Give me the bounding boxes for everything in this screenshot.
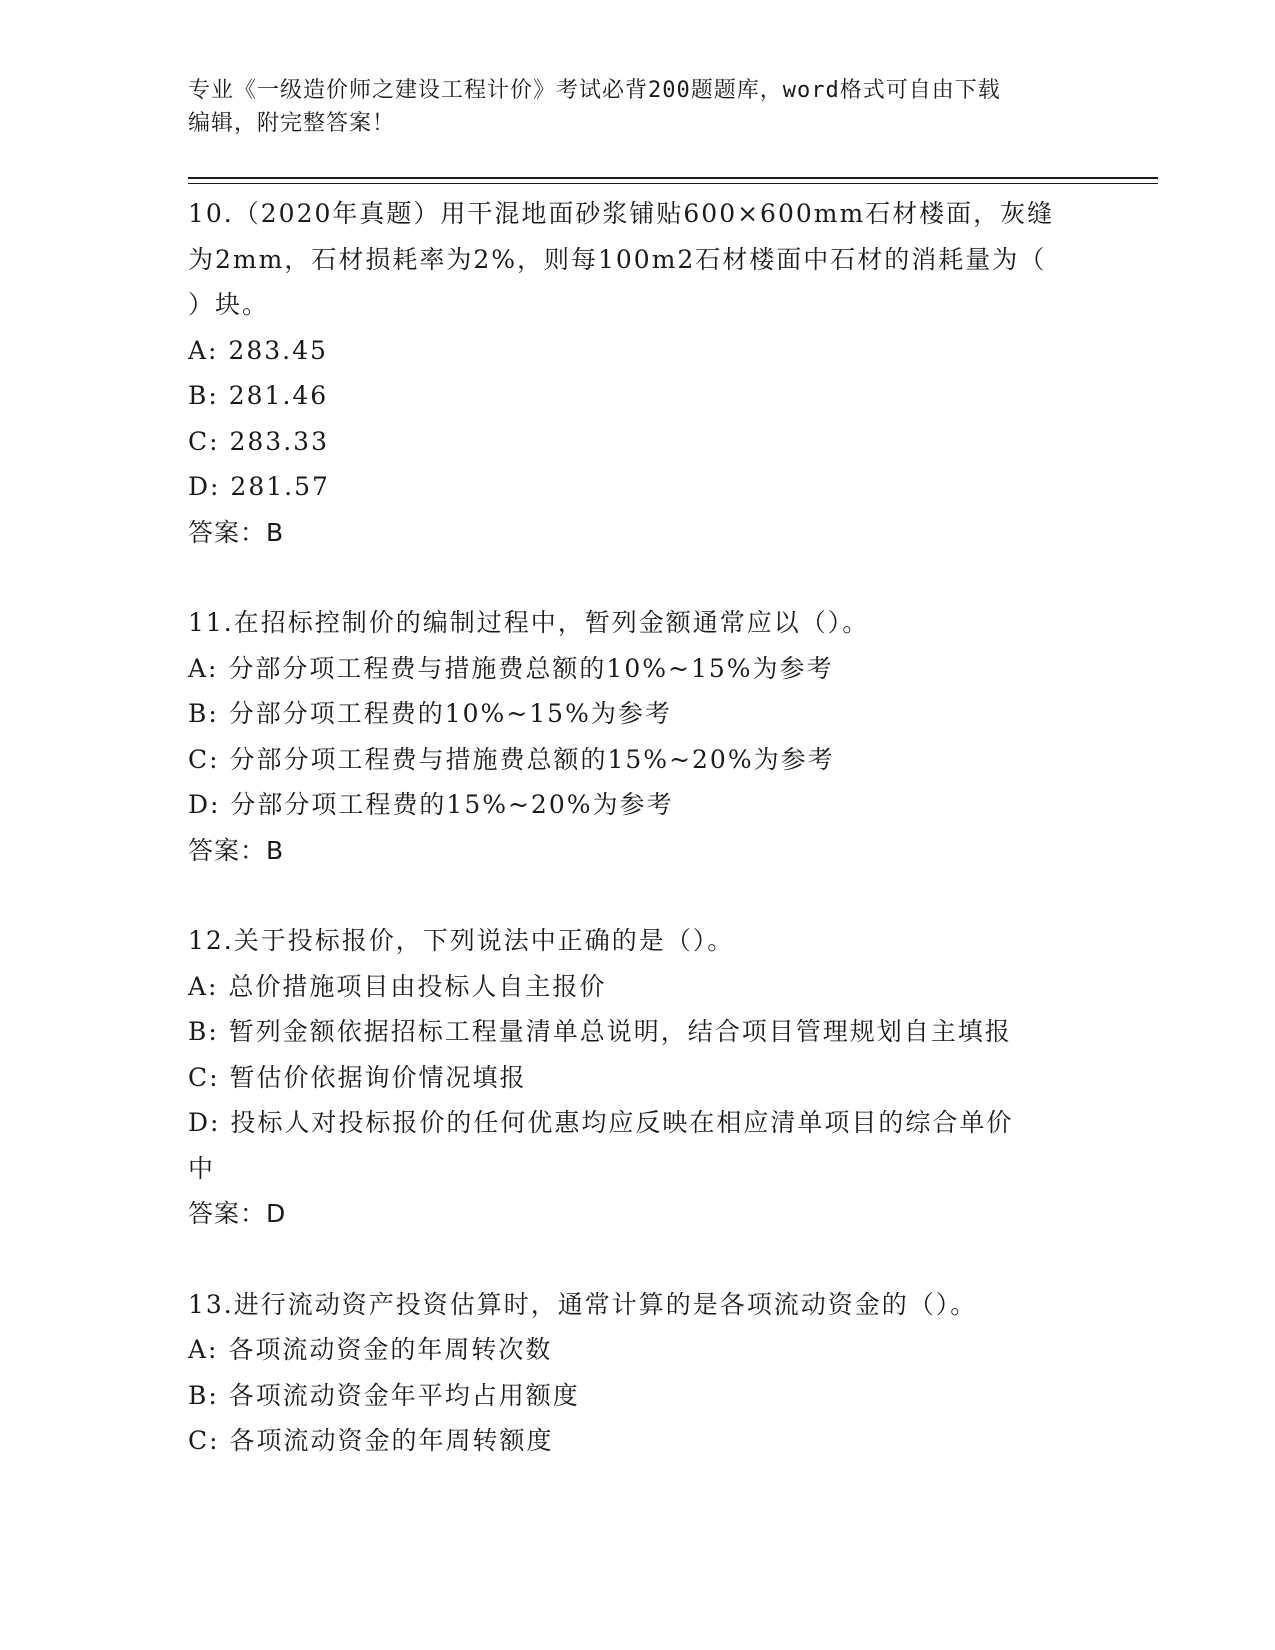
- question-10: [188, 191, 1088, 555]
- option-a: A: 分部分项工程费与措施费总额的10%~15%为参考: [188, 653, 834, 683]
- option-a: A: 总价措施项目由投标人自主报价: [188, 971, 607, 1001]
- question-stem: [188, 600, 1088, 646]
- stem-line: 10.（2020年真题）用干混地面砂浆铺贴600×600mm石材楼面，灰缝: [188, 199, 1055, 228]
- option-d-continuation: 中: [188, 1153, 216, 1183]
- option-b: B: 分部分项工程费的10%~15%为参考: [188, 699, 672, 728]
- option-b: B: 暂列金额依据招标工程量清单总说明，结合项目管理规划自主填报: [188, 1017, 1012, 1046]
- stem-line: 11.在招标控制价的编制过程中，暂列金额通常应以（）。: [188, 608, 870, 637]
- header-rule-thin: [188, 183, 1158, 184]
- option-c: C: 暂估价依据询价情况填报: [188, 1062, 527, 1092]
- option-c: C: 各项流动资金的年周转额度: [188, 1426, 554, 1455]
- answer-line: 答案：B: [188, 835, 285, 865]
- header-line-2: 编辑，附完整答案！: [188, 111, 396, 136]
- answer-line: 答案：D: [188, 1199, 287, 1228]
- question-12: [188, 918, 1088, 1237]
- question-spacer: [188, 873, 1088, 918]
- question-list: [188, 191, 1088, 1464]
- question-stem: [188, 1282, 1088, 1328]
- option-c: C: 283.33: [188, 426, 329, 456]
- question-stem: [188, 191, 1088, 328]
- answer-line: 答案：B: [188, 517, 285, 547]
- document-header: [188, 74, 1088, 140]
- option-a: A: 各项流动资金的年周转次数: [188, 1335, 553, 1364]
- question-spacer: [188, 555, 1088, 600]
- stem-line: 为2mm，石材损耗率为2%，则每100m2石材楼面中石材的消耗量为（: [188, 244, 1047, 274]
- option-d: D: 分部分项工程费的15%~20%为参考: [188, 790, 674, 819]
- option-c: C: 分部分项工程费与措施费总额的15%~20%为参考: [188, 744, 835, 774]
- option-b: B: 281.46: [188, 381, 329, 410]
- question-spacer: [188, 1237, 1088, 1282]
- option-d: D: 281.57: [188, 472, 330, 501]
- stem-line: 13.进行流动资产投资估算时，通常计算的是各项流动资金的（）。: [188, 1289, 978, 1319]
- option-d: D: 投标人对投标报价的任何优惠均应反映在相应清单项目的综合单价: [188, 1108, 1014, 1137]
- option-b: B: 各项流动资金年平均占用额度: [188, 1380, 580, 1410]
- question-13: [188, 1282, 1088, 1464]
- option-a: A: 283.45: [188, 335, 328, 365]
- header-rule-thick: [188, 177, 1158, 179]
- stem-line: ）块。: [188, 290, 270, 319]
- question-stem: [188, 918, 1088, 964]
- header-line-1: 专业《一级造价师之建设工程计价》考试必背200题题库，word格式可自由下载: [188, 78, 1001, 103]
- stem-line: 12.关于投标报价，下列说法中正确的是（）。: [188, 926, 735, 955]
- question-11: [188, 600, 1088, 873]
